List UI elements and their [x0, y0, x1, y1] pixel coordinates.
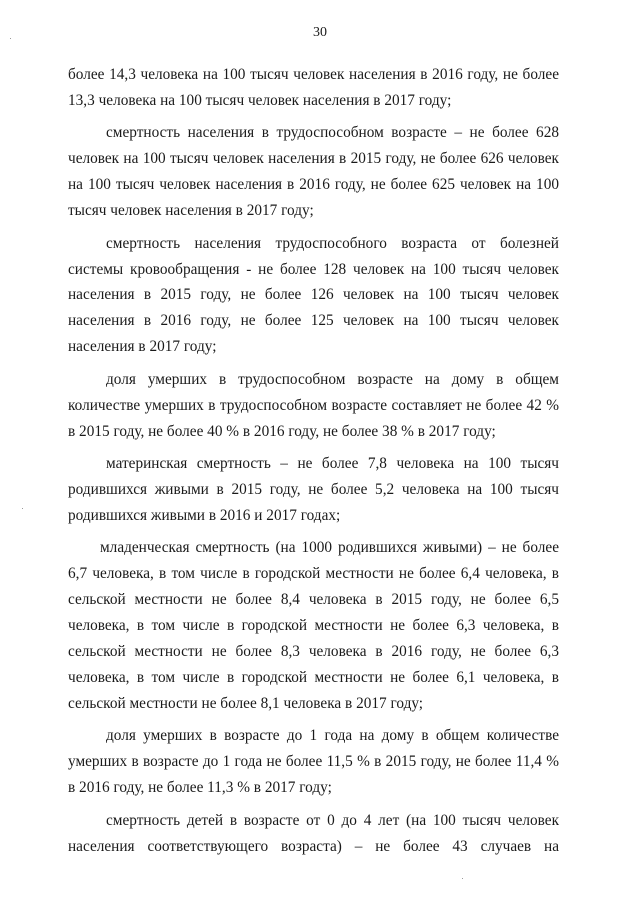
paragraph-working-age-mortality: смертность населения в трудоспособном возрасте – не более 628 человек на 100 тысяч человек населения в 2015 году, не более 626 человек на 100 тысяч человек населения в 2016 году, не более 625 человек на 100 тысяч человек населения в 2017 году; [68, 124, 559, 220]
paragraph-infant-mortality: младенческая смертность (на 1000 родившихся живыми) – не более 6,7 человека, в том числе в городской местности не более 6,4 человека, в сельской местности не более 8,4 человека в 2015 году, не более 6,5 человека, в том числе в городской местности не более 6,3 человека, в сельской местности не более 8,3 человека в 2016 году, не более 6,3 человека, в том числе в городской местности не более 6,1 человека, в сельской местности не более 8,1 человека в 2017 году; [68, 539, 559, 712]
paragraph-home-deaths-infants: доля умерших в возрасте до 1 года на дому в общем количестве умерших в возрасте до 1 года не более 11,5 % в 2015 году, не более 11,4 % в 2016 году, не более 11,3 % в 2017 году; [68, 727, 559, 797]
paragraph-home-deaths-working-age: доля умерших в трудоспособном возрасте на дому в общем количестве умерших в трудоспособном возрасте составляет не более 42 % в 2015 году, не более 40 % в 2016 году, не более 38 % в 2017 году; [68, 370, 559, 440]
paragraph-maternal-mortality: материнская смертность – не более 7,8 человека на 100 тысяч родившихся живыми в 2015 году, не более 5,2 человека на 100 тысяч родившихся живыми в 2016 и 2017 годах; [68, 455, 559, 524]
paragraph-child-mortality: смертность детей в возрасте от 0 до 4 лет (на 100 тысяч человек населения соответствующего возраста) – не более 43 случаев на [68, 811, 559, 855]
document-body [68, 62, 559, 866]
page-number: 30 [313, 25, 327, 40]
paragraph-continuation: более 14,3 человека на 100 тысяч человек населения в 2016 году, не более 13,3 человека на 100 тысяч человек населения в 2017 году; [68, 66, 559, 109]
paragraph-cardiovascular-mortality: смертность населения трудоспособного возраста от болезней системы кровообращения - не более 128 человек на 100 тысяч человек населения в 2015 году, не более 126 человек на 100 тысяч человек населения в 2016 году, не более 125 человек на 100 тысяч человек населения в 2017 году; [68, 234, 559, 356]
